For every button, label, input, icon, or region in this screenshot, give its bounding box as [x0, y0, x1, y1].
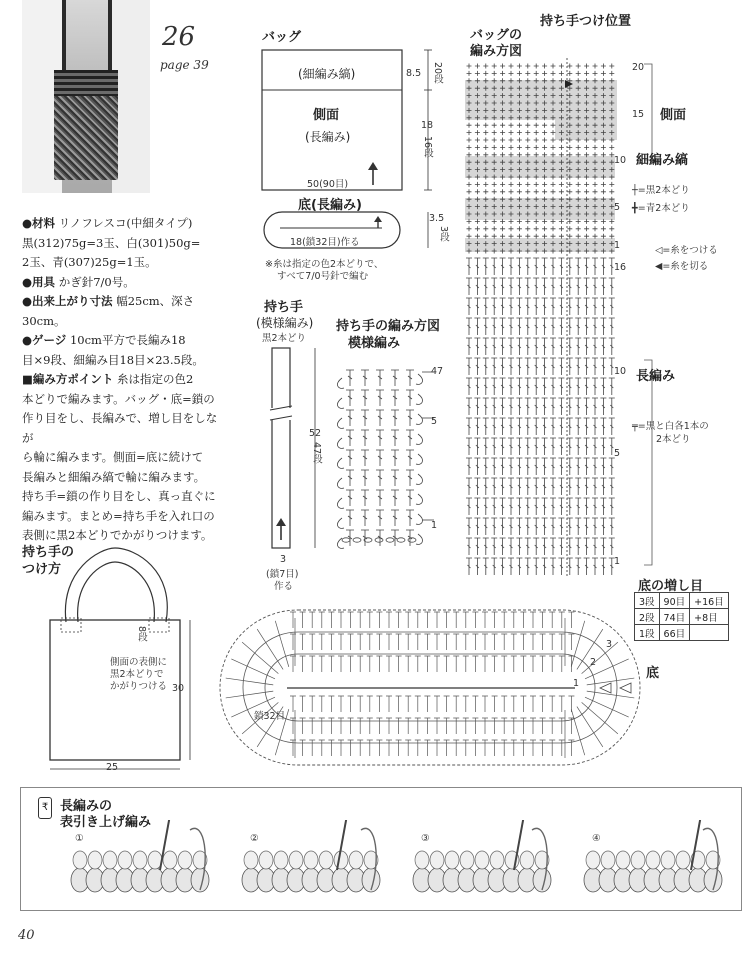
colors-line-1: 黒(312)75g=3玉、白(301)50g= [22, 235, 201, 250]
bag-row-mark: 16 [614, 262, 627, 273]
handle-position-label: 持ち手つけ位置 [540, 14, 632, 29]
bag-chart-title-1: バッグの [470, 28, 523, 43]
points-line: 長編みと細編み縞で輪に編みます。 [22, 469, 206, 484]
table-cell: 1段 [635, 625, 660, 641]
side-label: 側面 [313, 108, 340, 123]
pattern-number: 26 [162, 22, 196, 52]
technique-title-1: 長編みの [60, 799, 113, 814]
increase-table [634, 592, 729, 641]
size-line-2: 30cm。 [22, 313, 66, 328]
bag-stitch-chart [465, 58, 635, 578]
side-chart-label: 側面 [660, 108, 687, 123]
note-line-2: すべて7/0号針で編む [277, 271, 369, 282]
handle-row-mark: 47 [431, 366, 444, 377]
note-line-1: ※糸は指定の色2本どりで、 [265, 259, 384, 270]
step-number: ① [75, 833, 84, 844]
handle-length-rows: 47段 [311, 442, 322, 464]
handle-stitch-chart [336, 350, 446, 550]
materials-label: ●材料 [22, 216, 56, 230]
attach-height: 30 [172, 683, 185, 694]
page-number: 40 [18, 928, 35, 943]
table-cell: 3段 [635, 593, 660, 609]
plus-icon: ┼ [632, 185, 638, 196]
legend-blue [632, 200, 690, 214]
points-label: ■編み方ポイント [22, 372, 114, 386]
step-number: ④ [592, 833, 601, 844]
gauge-label: ●ゲージ [22, 333, 67, 347]
attach-title-2: つけ方 [22, 562, 62, 577]
table-cell: 90目 [659, 593, 690, 609]
attach-width: 25 [106, 762, 119, 773]
technique-illustrations [30, 820, 740, 910]
table-cell: +16目 [690, 593, 729, 609]
double-crochet-icon: ╤ [632, 421, 638, 432]
bag-width-label: 50(90目) [307, 179, 349, 190]
side-stitch-label: (長編み) [305, 130, 351, 144]
gauge-line-1: 10cm平方で長編み18 [69, 333, 186, 347]
legend-mix-text-1: =黒と白各1本の [637, 421, 709, 432]
handle-title: 持ち手 [264, 300, 304, 315]
handle-chart-subtitle: 模様編み [348, 336, 401, 351]
legend-black [632, 182, 690, 196]
step-number: ② [250, 833, 259, 844]
attach-title-1: 持ち手の [22, 545, 75, 560]
table-cell: 2段 [635, 609, 660, 625]
size-line-1: 幅25cm、深さ [116, 294, 195, 308]
bag-row-mark: 10 [614, 366, 627, 377]
dim-side-cm: 18 [421, 120, 434, 131]
dim-bottom-cm: 3.5 [429, 213, 445, 224]
handle-row-mark: 1 [431, 520, 438, 531]
dim-bottom-rows: 3段 [438, 226, 449, 242]
points-line: 持ち手=鎖の作り目をし、真っ直ぐに [22, 489, 216, 503]
product-photo [22, 0, 150, 193]
table-row [635, 625, 729, 641]
handle-make: 作る [274, 581, 294, 592]
attach-rows: 8段 [136, 626, 147, 642]
gauge-line-2: 目×9段、細編み目18目×23.5段。 [22, 352, 204, 367]
legend-black-text: =黒2本どり [637, 185, 690, 196]
bottom-chain-mark: 鎖32目 [254, 711, 286, 722]
increase-table-title: 底の増し目 [638, 579, 704, 594]
attach-note-2: 黒2本どりで [110, 669, 164, 680]
table-row [635, 593, 729, 609]
tools-label: ●用具 [22, 274, 56, 289]
bottom-label: 底 [646, 666, 660, 681]
plus-bold-icon: ╋ [632, 203, 638, 214]
top-band-label: (細編み縞) [298, 67, 356, 81]
legend-mix-text-2: 2本どり [656, 434, 691, 445]
materials-text: リノフレスコ(中細タイプ) [58, 216, 193, 230]
filled-triangle-icon: ◀ [655, 261, 663, 272]
bag-row-mark: 10 [614, 155, 627, 166]
bag-row-mark: 5 [614, 202, 621, 213]
legend-cut [655, 258, 708, 272]
long-stitch-label: 長編み [636, 369, 676, 384]
bottom-stitch-chart [215, 600, 645, 775]
attach-note-3: かがりつける [110, 681, 168, 692]
points-line: 本どりで編みます。バッグ・底=鎖の [22, 391, 215, 406]
dim-top-rows: 20段 [432, 62, 443, 84]
legend-mix [632, 418, 709, 432]
table-cell: +8目 [690, 609, 729, 625]
table-row [635, 609, 729, 625]
technique-title-2: 表引き上げ編み [60, 815, 152, 830]
round-mark: 3 [606, 639, 613, 650]
points-line: 編みます。まとめ=持ち手を入れ口の [22, 508, 215, 523]
handle-subtitle: (模様編み) [256, 316, 314, 330]
table-cell: 66目 [659, 625, 690, 641]
bag-row-mark: 1 [614, 240, 621, 251]
page-reference: page 39 [160, 58, 209, 72]
stripe-label: 細編み縞 [636, 153, 689, 168]
open-triangle-icon: ◁ [655, 245, 663, 256]
handle-row-mark: 5 [431, 416, 438, 427]
bottom-chain-label: 18(鎖32目)作る [290, 237, 360, 248]
materials-section [22, 214, 227, 546]
round-mark: 1 [573, 678, 580, 689]
bag-chart-title-2: 編み方図 [470, 44, 523, 59]
size-label: ●出来上がり寸法 [22, 294, 113, 308]
legend-attach-text: =糸をつける [662, 245, 718, 256]
bottom-title: 底(長編み) [298, 198, 362, 213]
bag-row-mark: 1 [614, 556, 621, 567]
bag-row-mark: 20 [632, 62, 645, 73]
points-line: ら輪に編みます。側面=底に続けて [22, 450, 204, 464]
tools-text: かぎ針7/0号。 [58, 274, 135, 289]
bag-row-mark: 15 [632, 109, 645, 120]
technique-symbol-icon: ₹ [38, 797, 52, 819]
round-mark: 2 [590, 657, 597, 668]
dim-top-cm: 8.5 [406, 68, 422, 79]
handle-width-cm: 3 [280, 554, 287, 565]
bag-row-mark: 5 [614, 448, 621, 459]
legend-blue-text: =青2本どり [637, 203, 690, 214]
step-number: ③ [421, 833, 430, 844]
bag-diagram-title: バッグ [262, 30, 302, 45]
legend-cut-text: =糸を切る [662, 261, 709, 272]
handle-yarn: 黒2本どり [262, 333, 307, 344]
handle-chain: (鎖7目) [266, 569, 299, 580]
attach-note-1: 側面の表側に [110, 657, 168, 668]
colors-line-2: 2玉、青(307)25g=1玉。 [22, 255, 157, 269]
table-cell: 74目 [659, 609, 690, 625]
points-line: 表側に黒2本どりでかがりつけます。 [22, 528, 213, 542]
table-cell [690, 625, 729, 641]
legend-attach [655, 242, 718, 256]
handle-length-cm: 52 [309, 428, 322, 439]
dim-side-rows: 16段 [422, 136, 433, 158]
points-line: 作り目をし、長編みで、増し目をしなが [22, 411, 218, 445]
points-line: 糸は指定の色2 [117, 372, 194, 386]
handle-chart-title: 持ち手の編み方図 [336, 319, 441, 334]
